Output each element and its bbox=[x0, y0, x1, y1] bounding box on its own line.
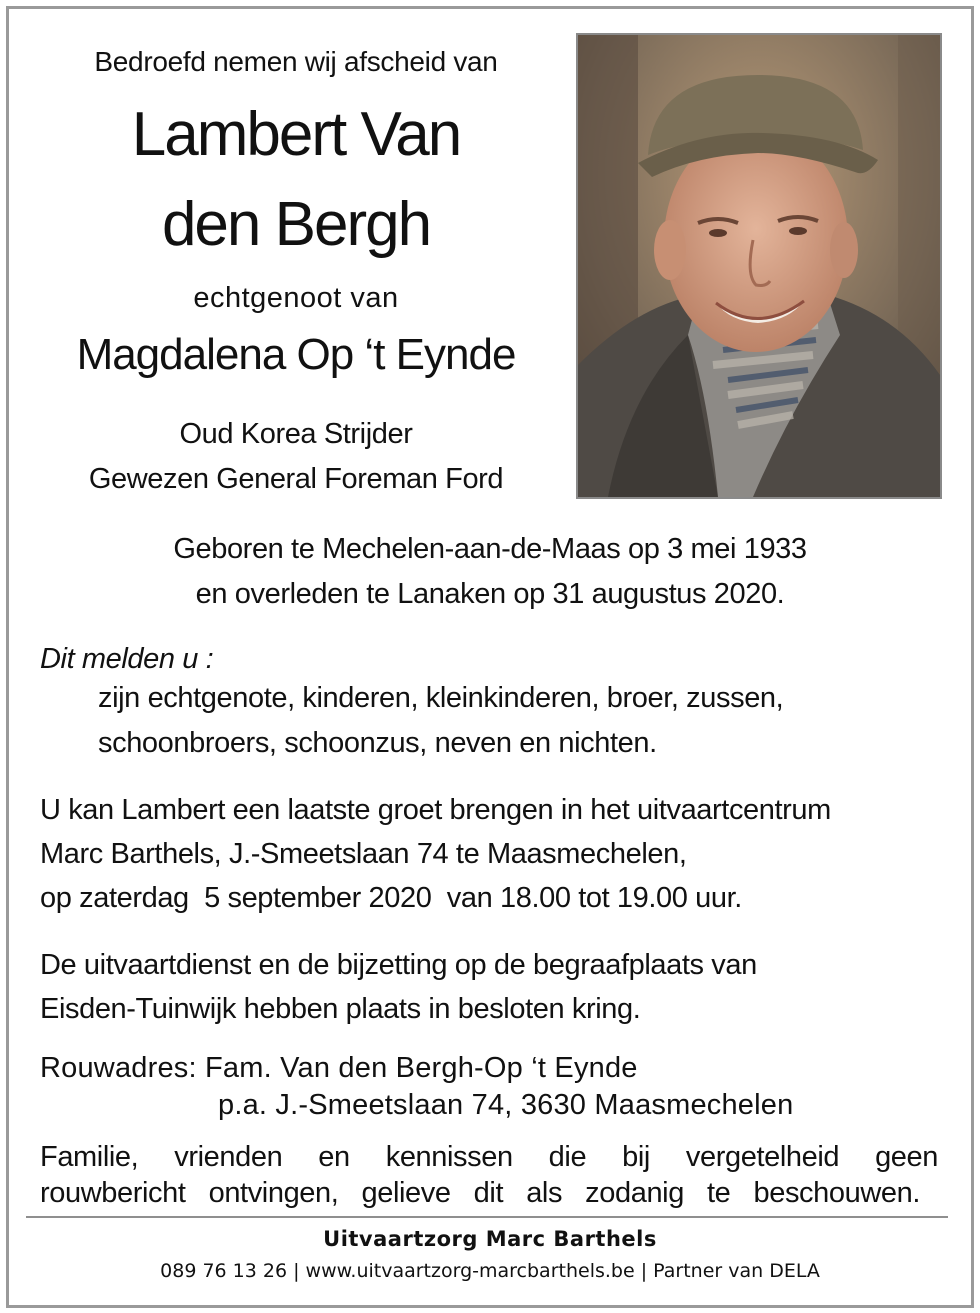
birth-line: Geboren te Mechelen-aan-de-Maas op 3 mei 1933 bbox=[173, 533, 807, 565]
announcers-line: zijn echtgenote, kinderen, kleinkinderen, broer, zussen, bbox=[98, 682, 784, 714]
visitation-line: op zaterdag 5 september 2020 van 18.00 tot 19.00 uur. bbox=[40, 882, 742, 914]
announcers-line: schoonbroers, schoonzus, neven en nichten. bbox=[98, 727, 657, 759]
portrait-illustration bbox=[578, 35, 940, 497]
mourning-address-line1: Rouwadres: Fam. Van den Bergh-Op ‘t Eynde bbox=[40, 1052, 638, 1084]
funeral-company-contact: 089 76 13 26 | www.uitvaartzorg-marcbarthels.be | Partner van DELA bbox=[160, 1260, 820, 1282]
visitation-line: Marc Barthels, J.-Smeetslaan 74 te Maasmechelen, bbox=[40, 838, 687, 870]
notice-line: rouwbericht ontvingen, gelieve dit als zodanig te beschouwen. bbox=[40, 1177, 920, 1209]
deceased-name-line1: Lambert Van bbox=[131, 100, 461, 169]
spouse-label: echtgenoot van bbox=[193, 282, 399, 314]
funeral-line: Eisden-Tuinwijk hebben plaats in besloten kring. bbox=[40, 993, 641, 1025]
portrait-photo bbox=[576, 33, 942, 499]
mourning-address-line2: p.a. J.-Smeetslaan 74, 3630 Maasmechelen bbox=[218, 1089, 794, 1121]
announcers-label: Dit melden u : bbox=[40, 643, 214, 675]
funeral-company-name: Uitvaartzorg Marc Barthels bbox=[323, 1227, 657, 1251]
funeral-line: De uitvaartdienst en de bijzetting op de begraafplaats van bbox=[40, 949, 757, 981]
deceased-name-line2: den Bergh bbox=[161, 190, 431, 259]
visitation-line: U kan Lambert een laatste groet brengen in het uitvaartcentrum bbox=[40, 794, 831, 826]
footer-divider bbox=[26, 1216, 948, 1218]
spouse-name: Magdalena Op ‘t Eynde bbox=[76, 330, 516, 379]
death-line: en overleden te Lanaken op 31 augustus 2020. bbox=[195, 578, 785, 610]
notice-line: Familie, vrienden en kennissen die bij vergetelheid geen bbox=[40, 1141, 938, 1173]
intro-text: Bedroefd nemen wij afscheid van bbox=[94, 46, 498, 77]
title-line: Oud Korea Strijder bbox=[179, 418, 413, 450]
title-line: Gewezen General Foreman Ford bbox=[88, 463, 504, 495]
